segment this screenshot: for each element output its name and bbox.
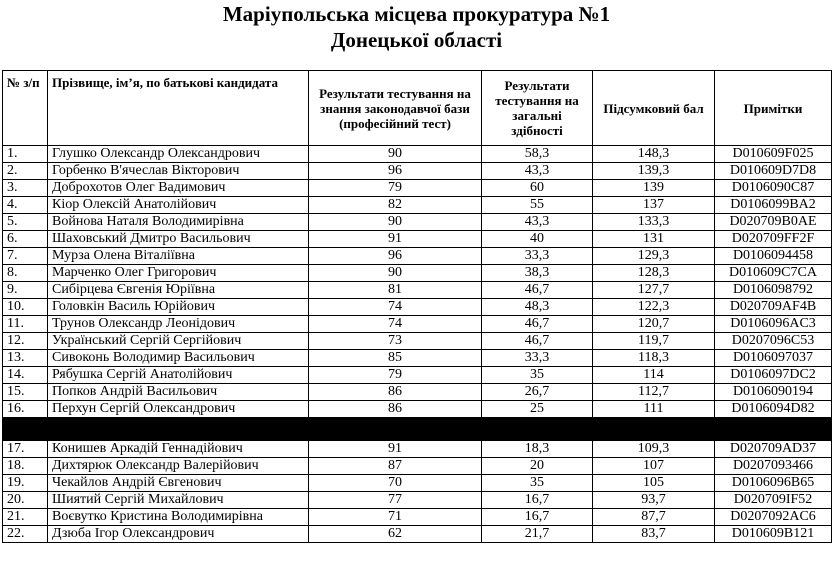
ability-test-score: 25: [482, 401, 593, 418]
document-title: Маріупольська місцева прокуратура №1: [222, 2, 611, 26]
note-code: D010609F025: [715, 146, 832, 163]
ability-test-score: 20: [482, 458, 593, 475]
total-score: 128,3: [593, 265, 715, 282]
row-number: 4.: [3, 197, 48, 214]
note-code: D0106090C87: [715, 180, 832, 197]
ability-test-score: 58,3: [482, 146, 593, 163]
law-test-score: 74: [309, 299, 482, 316]
total-score: 109,3: [593, 441, 715, 458]
note-code: D0106097037: [715, 350, 832, 367]
row-number: 12.: [3, 333, 48, 350]
row-number: 22.: [3, 526, 48, 543]
table-row: [3, 231, 832, 248]
total-score: 119,7: [593, 333, 715, 350]
total-score: 93,7: [593, 492, 715, 509]
row-number: 20.: [3, 492, 48, 509]
table-row: [3, 384, 832, 401]
candidate-name: Дихтярюк Олександр Валерійович: [48, 458, 309, 475]
table-row: [3, 146, 832, 163]
candidate-name: Доброхотов Олег Вадимович: [48, 180, 309, 197]
law-test-score: 91: [309, 441, 482, 458]
candidate-name: Дзюба Ігор Олександрович: [48, 526, 309, 543]
note-code: D0106097DC2: [715, 367, 832, 384]
law-test-score: 73: [309, 333, 482, 350]
candidate-name: Чекайлов Андрій Євгенович: [48, 475, 309, 492]
law-test-score: 90: [309, 146, 482, 163]
table-row: [3, 248, 832, 265]
ability-test-score: 46,7: [482, 333, 593, 350]
ability-test-score: 43,3: [482, 163, 593, 180]
note-code: D020709AD37: [715, 441, 832, 458]
candidate-name: Марченко Олег Григорович: [48, 265, 309, 282]
total-score: 127,7: [593, 282, 715, 299]
row-number: 16.: [3, 401, 48, 418]
law-test-score: 77: [309, 492, 482, 509]
row-number: 18.: [3, 458, 48, 475]
law-test-score: 70: [309, 475, 482, 492]
law-test-score: 79: [309, 180, 482, 197]
header-law-test: Результати тестування на знання законодавчої бази (професійний тест): [309, 71, 482, 146]
ability-test-score: 33,3: [482, 248, 593, 265]
header-ability-test: Результати тестування на загальні здібності: [482, 71, 593, 146]
candidate-name: Воєвутко Кристина Володимирівна: [48, 509, 309, 526]
row-number: 2.: [3, 163, 48, 180]
law-test-score: 90: [309, 265, 482, 282]
total-score: 111: [593, 401, 715, 418]
candidate-name: Глушко Олександр Олександрович: [48, 146, 309, 163]
table-row: [3, 367, 832, 384]
header-total-score: Підсумковий бал: [593, 71, 715, 146]
law-test-score: 90: [309, 214, 482, 231]
note-code: D0207093466: [715, 458, 832, 475]
total-score: 105: [593, 475, 715, 492]
law-test-score: 86: [309, 384, 482, 401]
note-code: D020709AF4B: [715, 299, 832, 316]
ability-test-score: 40: [482, 231, 593, 248]
table-row: [3, 265, 832, 282]
row-number: 14.: [3, 367, 48, 384]
table-row: [3, 333, 832, 350]
law-test-score: 82: [309, 197, 482, 214]
note-code: D0106090194: [715, 384, 832, 401]
law-test-score: 86: [309, 401, 482, 418]
total-score: 120,7: [593, 316, 715, 333]
ability-test-score: 46,7: [482, 316, 593, 333]
candidate-name: Перхун Сергій Олександрович: [48, 401, 309, 418]
note-code: D0207096C53: [715, 333, 832, 350]
table-row: [3, 401, 832, 418]
table-row: [3, 282, 832, 299]
law-test-score: 96: [309, 248, 482, 265]
ability-test-score: 35: [482, 367, 593, 384]
row-number: 5.: [3, 214, 48, 231]
row-number: 9.: [3, 282, 48, 299]
ability-test-score: 43,3: [482, 214, 593, 231]
table-row: [3, 299, 832, 316]
law-test-score: 74: [309, 316, 482, 333]
law-test-score: 85: [309, 350, 482, 367]
total-score: 107: [593, 458, 715, 475]
total-score: 139: [593, 180, 715, 197]
total-score: 133,3: [593, 214, 715, 231]
ability-test-score: 60: [482, 180, 593, 197]
candidate-name: Сивоконь Володимир Васильович: [48, 350, 309, 367]
table-row: [3, 163, 832, 180]
ability-test-score: 21,7: [482, 526, 593, 543]
table-row: [3, 475, 832, 492]
law-test-score: 96: [309, 163, 482, 180]
row-number: 17.: [3, 441, 48, 458]
table-row: [3, 214, 832, 231]
row-number: 13.: [3, 350, 48, 367]
note-code: D020709FF2F: [715, 231, 832, 248]
total-score: 131: [593, 231, 715, 248]
total-score: 122,3: [593, 299, 715, 316]
header-notes: Примітки: [715, 71, 832, 146]
ability-test-score: 16,7: [482, 492, 593, 509]
total-score: 129,3: [593, 248, 715, 265]
row-number: 3.: [3, 180, 48, 197]
total-score: 114: [593, 367, 715, 384]
ability-test-score: 35: [482, 475, 593, 492]
candidate-name: Український Сергій Сергійович: [48, 333, 309, 350]
row-number: 1.: [3, 146, 48, 163]
ability-test-score: 55: [482, 197, 593, 214]
separator-cell: [3, 418, 832, 441]
ability-test-score: 33,3: [482, 350, 593, 367]
candidate-name: Войнова Наталя Володимирівна: [48, 214, 309, 231]
row-number: 7.: [3, 248, 48, 265]
note-code: D020709B0AE: [715, 214, 832, 231]
candidate-name: Головкін Василь Юрійович: [48, 299, 309, 316]
total-score: 112,7: [593, 384, 715, 401]
total-score: 118,3: [593, 350, 715, 367]
note-code: D0106099BA2: [715, 197, 832, 214]
ability-test-score: 48,3: [482, 299, 593, 316]
table-row: [3, 180, 832, 197]
table-row: [3, 197, 832, 214]
table-header-row: [3, 71, 832, 146]
row-number: 6.: [3, 231, 48, 248]
candidate-name: Шиятий Сергій Михайлович: [48, 492, 309, 509]
note-code: D0106098792: [715, 282, 832, 299]
note-code: D0106094D82: [715, 401, 832, 418]
table-row: [3, 492, 832, 509]
table-row: [3, 350, 832, 367]
note-code: D0106096AC3: [715, 316, 832, 333]
table-body-bottom: [3, 441, 832, 543]
row-number: 15.: [3, 384, 48, 401]
candidate-name: Трунов Олександр Леонідович: [48, 316, 309, 333]
separator-bar: [3, 418, 832, 441]
ability-test-score: 26,7: [482, 384, 593, 401]
table-row: [3, 458, 832, 475]
candidate-name: Попков Андрій Васильович: [48, 384, 309, 401]
ability-test-score: 16,7: [482, 509, 593, 526]
note-code: D010609C7CA: [715, 265, 832, 282]
document-subtitle: Донецької області: [330, 28, 503, 52]
law-test-score: 62: [309, 526, 482, 543]
candidate-name: Шаховський Дмитро Васильович: [48, 231, 309, 248]
candidate-name: Конишев Аркадій Геннадійович: [48, 441, 309, 458]
total-score: 87,7: [593, 509, 715, 526]
candidate-name: Горбенко В'ячеслав Вікторович: [48, 163, 309, 180]
total-score: 137: [593, 197, 715, 214]
law-test-score: 91: [309, 231, 482, 248]
note-code: D0106096B65: [715, 475, 832, 492]
row-number: 19.: [3, 475, 48, 492]
table-row: [3, 316, 832, 333]
total-score: 83,7: [593, 526, 715, 543]
note-code: D0207092AC6: [715, 509, 832, 526]
row-number: 10.: [3, 299, 48, 316]
candidate-name: Мурза Олена Віталіївна: [48, 248, 309, 265]
table-row: [3, 441, 832, 458]
row-number: 11.: [3, 316, 48, 333]
ability-test-score: 38,3: [482, 265, 593, 282]
table-row: [3, 509, 832, 526]
note-code: D0106094458: [715, 248, 832, 265]
separator-section: [3, 418, 832, 441]
header-number: № з/п: [3, 71, 48, 146]
note-code: D010609B121: [715, 526, 832, 543]
total-score: 148,3: [593, 146, 715, 163]
ability-test-score: 46,7: [482, 282, 593, 299]
total-score: 139,3: [593, 163, 715, 180]
results-table: [2, 70, 832, 543]
note-code: D020709IF52: [715, 492, 832, 509]
row-number: 8.: [3, 265, 48, 282]
header-name: Прізвище, ім’я, по батькові кандидата: [48, 71, 309, 146]
law-test-score: 71: [309, 509, 482, 526]
law-test-score: 87: [309, 458, 482, 475]
candidate-name: Сибірцева Євгенія Юріївна: [48, 282, 309, 299]
candidate-name: Кіор Олексій Анатолійович: [48, 197, 309, 214]
table-body-top: [3, 146, 832, 418]
note-code: D010609D7D8: [715, 163, 832, 180]
row-number: 21.: [3, 509, 48, 526]
table-row: [3, 526, 832, 543]
law-test-score: 81: [309, 282, 482, 299]
law-test-score: 79: [309, 367, 482, 384]
candidate-name: Рябушка Сергій Анатолійович: [48, 367, 309, 384]
ability-test-score: 18,3: [482, 441, 593, 458]
